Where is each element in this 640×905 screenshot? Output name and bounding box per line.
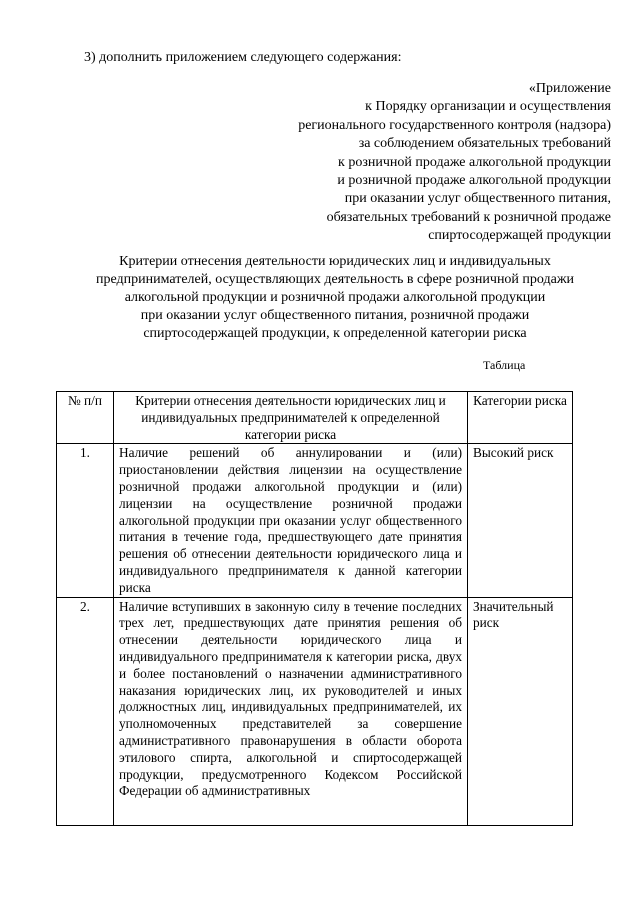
criteria-title-line: алкогольной продукции и розничной продажи алкогольной продукции [124,290,546,305]
header-number: № п/п [57,392,114,444]
table-header-row [57,392,573,444]
appendix-line: к розничной продаже алкогольной продукции [338,154,611,170]
risk-criteria-table [56,391,573,826]
appendix-line: и розничной продаже алкогольной продукции [337,173,611,189]
row-criteria [114,597,468,825]
row-number [57,597,114,825]
row-category-text: Значительный риск [473,598,554,631]
table-row [57,444,573,597]
appendix-line: обязательных требований к розничной продаже [326,209,611,225]
table-row [57,597,573,825]
row-number: 1. [57,444,114,597]
appendix-heading [298,80,611,246]
criteria-title [40,253,630,343]
appendix-line: к Порядку организации и осуществления [365,99,611,115]
header-criteria: Критерии отнесения деятельности юридических лиц и индивидуальных предпринимателей к определенной категории риска [114,392,468,444]
row-category [468,597,573,825]
row-category: Высокий риск [468,444,573,597]
table-caption: Таблица [483,358,526,372]
appendix-line: при оказании услуг общественного питания, [344,191,611,207]
header-category: Категории риска [468,392,573,444]
appendix-line: регионального государственного контроля (надзора) [298,117,611,133]
criteria-title-line: спиртосодержащей продукции, к определенной категории риска [143,326,527,341]
criteria-title-line: при оказании услуг общественного питания, розничной продажи [140,308,530,323]
criteria-title-line: Критерии отнесения деятельности юридических лиц и индивидуальных [119,254,551,269]
appendix-line: «Приложение [528,81,611,96]
row-criteria-text: Наличие вступивших в законную силу в течение последних трех лет, предшествующих дате принятия решения об отнесении деятельности юридического лица и индивидуального предпринимателя к категории риска, двух и более постановлений о назначении административного наказания юридических лиц, их руководителей и иных должностных лиц, индивидуальных предпринимателей, их уполномоченных представителей за совершение административного правонарушения в области оборота этилового спирта, алкогольной и спиртосодержащей продукции, предусмотренного Кодексом Российской Федерации об административных [119,598,462,799]
appendix-line: спиртосодержащей продукции [428,228,611,244]
criteria-title-line: предпринимателей, осуществляющих деятельность в сфере розничной продажи [95,272,575,287]
appendix-line: за соблюдением обязательных требований [358,136,611,152]
row-criteria: Наличие решений об аннулировании и (или) приостановлении действия лицензии на осуществление розничной продажи алкогольной продукции и (или) лицензии на осуществление розничной продажи алкогольной продукции при оказании услуг общественного питания в течение года, предшествующего дате принятия решения об отнесении деятельности юридического лица и индивидуального предпринимателя к данной категории риска [114,444,468,597]
intro-paragraph: 3) дополнить приложением следующего содержания: [84,50,402,65]
row-number-text: 2. [80,598,90,614]
